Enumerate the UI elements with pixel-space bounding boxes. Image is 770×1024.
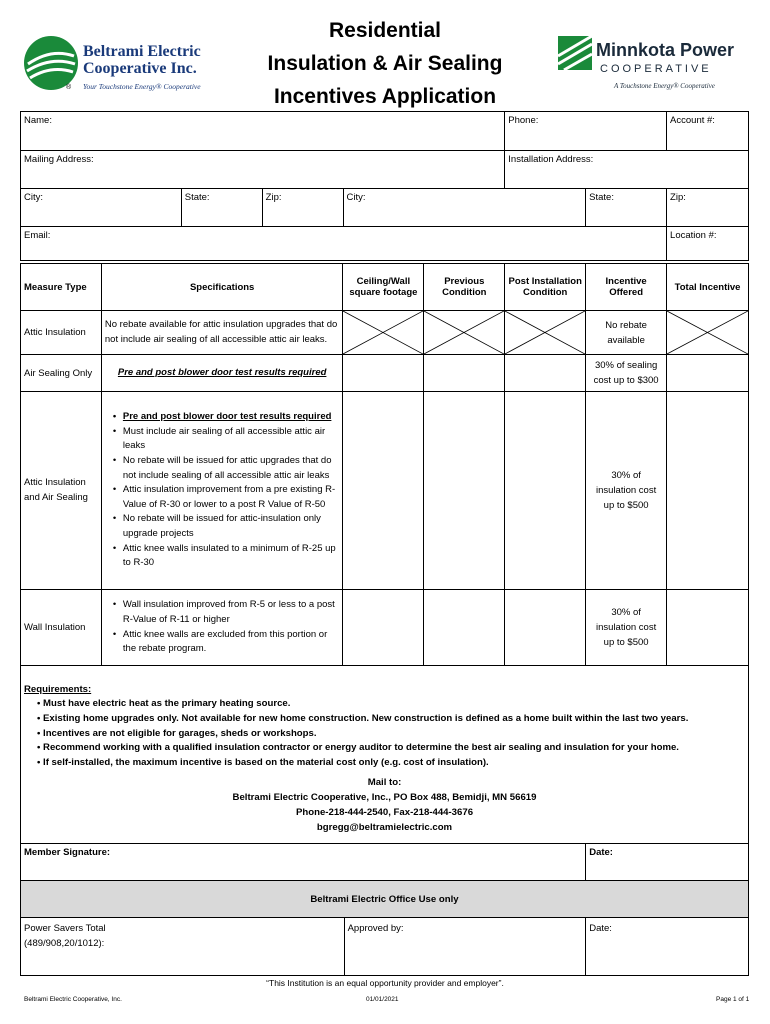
mail-email-link[interactable]: bgregg@beltramielectric.com [316,822,453,833]
header-specifications: Specifications [101,264,343,311]
zip-field-1[interactable]: Zip: [262,189,343,227]
mail-phone-fax: Phone-218-444-2540, Fax-218-444-3676 [295,807,474,818]
measure-type-attic-insulation: Attic Insulation [21,311,102,355]
beltrami-logo-tagline: Your Touchstone Energy® Cooperative [83,82,201,91]
location-field[interactable]: Location #: [667,227,749,261]
incentive-air-sealing: 30% of sealing cost up to $300 [586,355,667,392]
total-input-air-sealing[interactable] [667,355,749,392]
header-measure-type: Measure Type [21,264,102,311]
mailing-address-field[interactable]: Mailing Address: [21,151,505,189]
title-line-3: Incentives Application [273,85,497,108]
spec-air-sealing: Pre and post blower door test results required [101,355,343,392]
title-line-2: Insulation & Air Sealing [267,52,503,75]
beltrami-logo-line2: Cooperative Inc. [83,60,197,77]
total-input-wall[interactable] [667,590,749,666]
previous-input-attic-and-air[interactable] [424,392,505,590]
list-item: • Wall insulation improved from R-5 or less to a post R-Value of R-11 or higher [115,598,340,627]
list-item: • Attic knee walls insulated to a minimum of R-25 up to R-30 [115,542,340,571]
mail-to-block [21,775,748,835]
beltrami-logo [22,34,242,96]
sqft-input-air-sealing[interactable] [343,355,424,392]
header-previous-condition: Previous Condition [424,264,505,311]
equal-opportunity-statement: “This Institution is an equal opportunity provider and employer”. [266,978,504,988]
requirements-box [20,665,749,844]
footer-page-number: Page 1 of 1 [716,996,750,1003]
office-use-table [20,917,749,976]
table-row [21,355,749,392]
phone-field[interactable]: Phone: [505,112,667,151]
minnkota-logo-line1: Minnkota Power [596,40,735,60]
applicant-info-table [20,111,749,261]
minnkota-logo-line2: COOPERATIVE [600,63,712,75]
crossed-cell [424,311,505,355]
beltrami-logo-line1: Beltrami Electric [83,43,201,60]
zip-field-2[interactable]: Zip: [667,189,749,227]
list-item: • Existing home upgrades only. Not available for new home construction. New construction is defined as a home built within the last two years. [37,712,688,727]
requirements-title: Requirements: [24,684,92,695]
measures-header-row [21,264,749,311]
table-row [21,311,749,355]
minnkota-logo [556,34,752,96]
power-savers-total-field[interactable]: Power Savers Total (489/908,20/1012): [21,918,345,976]
measure-type-wall-insulation: Wall Insulation [21,590,102,666]
previous-input-wall[interactable] [424,590,505,666]
total-input-attic-and-air[interactable] [667,392,749,590]
member-signature-field[interactable]: Member Signature: [21,844,586,883]
signature-table [20,843,749,883]
list-item: • No rebate will be issued for attic-insulation only upgrade projects [115,512,340,541]
crossed-cell [505,311,586,355]
name-field[interactable]: Name: [21,112,505,151]
header-incentive-offered: Incentive Offered [586,264,667,311]
account-field[interactable]: Account #: [667,112,749,151]
incentive-attic-and-air: 30% of insulation cost up to $500 [586,392,667,590]
page-title [240,14,530,113]
list-item: • If self-installed, the maximum incentive is based on the material cost only (e.g. cost of insulation). [37,756,688,771]
list-item: • Recommend working with a qualified insulation contractor or energy auditor to determine the best air sealing and insulation for your home. [37,741,688,756]
footer-date: 01/01/2021 [366,996,399,1003]
crossed-cell [343,311,424,355]
table-row [21,392,749,590]
sqft-input-wall[interactable] [343,590,424,666]
office-use-banner: Beltrami Electric Office Use only [20,880,749,918]
city-field-1[interactable]: City: [21,189,182,227]
measures-table [20,263,749,666]
spec-attic-and-air [101,392,343,590]
measure-type-attic-and-air: Attic Insulation and Air Sealing [21,392,102,590]
post-input-wall[interactable] [505,590,586,666]
header-total-incentive: Total Incentive [667,264,749,311]
email-field[interactable]: Email: [21,227,667,261]
list-item: • Incentives are not eligible for garages, sheds or workshops. [37,727,688,742]
minnkota-logo-tagline: A Touchstone Energy® Cooperative [614,82,715,90]
spec-attic-insulation: No rebate available for attic insulation upgrades that do not include air sealing of all accessible attic air leaks. [101,311,343,355]
sqft-input-attic-and-air[interactable] [343,392,424,590]
footer-left: Beltrami Electric Cooperative, Inc. [24,996,122,1003]
list-item: • No rebate will be issued for attic upgrades that do not include sealing of all accessible attic air leaks [115,454,340,483]
crossed-cell [667,311,749,355]
post-input-air-sealing[interactable] [505,355,586,392]
previous-input-air-sealing[interactable] [424,355,505,392]
approved-by-field[interactable]: Approved by: [344,918,586,976]
incentive-attic-insulation: No rebate available [586,311,667,355]
title-line-1: Residential [328,19,442,42]
measure-type-air-sealing: Air Sealing Only [21,355,102,392]
state-field-2[interactable]: State: [586,189,667,227]
spec-lead: • Pre and post blower door test results required [115,410,340,425]
mail-address: Beltrami Electric Cooperative, Inc., PO Box 488, Bemidji, MN 56619 [232,792,537,803]
list-item: • Attic insulation improvement from a pre existing R-Value of R-30 or lower to a post R Value of R-50 [115,483,340,512]
post-input-attic-and-air[interactable] [505,392,586,590]
list-item: • Must include air sealing of all accessible attic air leaks [115,425,340,454]
header-post-condition: Post Installation Condition [505,264,586,311]
table-row [21,590,749,666]
city-field-2[interactable]: City: [343,189,586,227]
beltrami-reg-mark: ® [66,84,72,91]
state-field-1[interactable]: State: [181,189,262,227]
mail-to-label: Mail to: [367,777,402,788]
requirements-list [37,697,688,771]
spec-wall-insulation [101,590,343,666]
signature-date-field[interactable]: Date: [586,844,749,883]
incentive-wall-insulation: 30% of insulation cost up to $500 [586,590,667,666]
header-sqft: Ceiling/Wall square footage [343,264,424,311]
list-item: • Must have electric heat as the primary heating source. [37,697,688,712]
list-item: • Attic knee walls are excluded from this portion or the rebate program. [115,628,340,657]
installation-address-field[interactable]: Installation Address: [505,151,749,189]
office-date-field[interactable]: Date: [586,918,749,976]
